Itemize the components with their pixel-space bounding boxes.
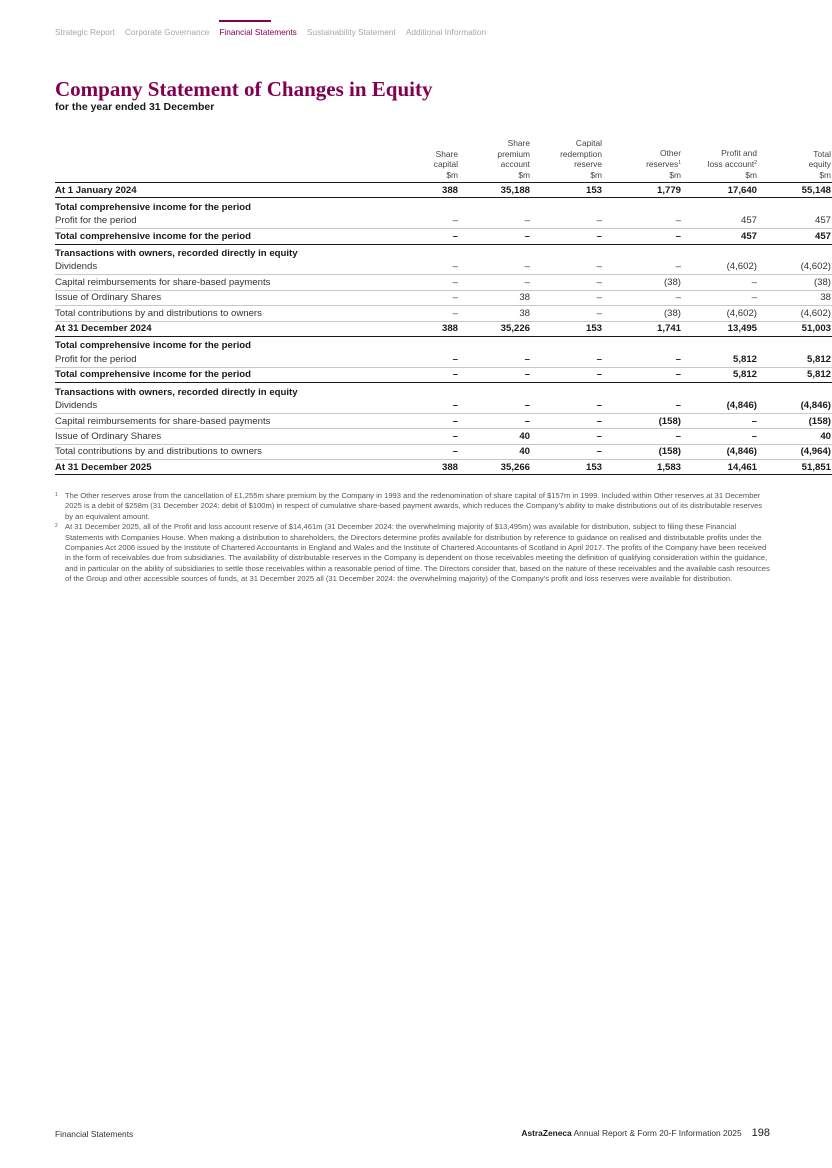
- value-cell: –: [603, 367, 682, 382]
- value-cell: 40: [758, 429, 832, 444]
- value-cell: (4,602): [682, 306, 758, 321]
- value-cell: –: [603, 259, 682, 274]
- value-cell: –: [459, 213, 531, 228]
- value-cell: 5,812: [758, 352, 832, 367]
- value-cell: –: [397, 229, 459, 244]
- table-row: [55, 429, 832, 444]
- value-cell: –: [682, 275, 758, 290]
- value-cell: [531, 244, 603, 259]
- value-cell: [531, 198, 603, 213]
- value-cell: [682, 383, 758, 398]
- header-other-reserves: Other reserves$^1$ $m: [603, 138, 682, 183]
- value-cell: [459, 198, 531, 213]
- value-cell: 388: [397, 183, 459, 198]
- value-cell: 457: [758, 213, 832, 228]
- value-cell: –: [531, 275, 603, 290]
- value-cell: –: [459, 413, 531, 428]
- row-label: Total comprehensive income for the period: [55, 367, 397, 382]
- value-cell: 55,148: [758, 183, 832, 198]
- header-profit-loss: Profit and loss account$^2$ $m: [682, 138, 758, 183]
- value-cell: (38): [758, 275, 832, 290]
- equity-table-wrapper: [55, 138, 831, 475]
- value-cell: [603, 336, 682, 351]
- top-navigation: [55, 20, 486, 40]
- value-cell: –: [531, 444, 603, 459]
- value-cell: [397, 336, 459, 351]
- value-cell: [531, 336, 603, 351]
- table-row: [55, 383, 832, 398]
- value-cell: 51,851: [758, 460, 832, 475]
- row-label: Issue of Ordinary Shares: [55, 429, 397, 444]
- value-cell: 35,188: [459, 183, 531, 198]
- value-cell: [397, 244, 459, 259]
- value-cell: 38: [459, 290, 531, 305]
- value-cell: –: [603, 229, 682, 244]
- footnote-mark: 2: [55, 523, 58, 530]
- row-label: Profit for the period: [55, 213, 397, 228]
- value-cell: [397, 383, 459, 398]
- value-cell: [397, 198, 459, 213]
- header-share-premium: Share premium account $m: [459, 138, 531, 183]
- table-row: [55, 367, 832, 382]
- value-cell: –: [531, 413, 603, 428]
- value-cell: –: [531, 229, 603, 244]
- nav-corporate-governance[interactable]: Corporate Governance: [124, 27, 210, 37]
- value-cell: [603, 383, 682, 398]
- value-cell: (4,846): [758, 398, 832, 413]
- value-cell: [603, 244, 682, 259]
- footer-document-info: [521, 1127, 770, 1139]
- value-cell: 38: [459, 306, 531, 321]
- footer-doc-title: Annual Report & Form 20-F Information 2025: [573, 1128, 742, 1138]
- nav-additional-information[interactable]: Additional Information: [405, 27, 487, 37]
- footnote-text: At 31 December 2025, all of the Profit and loss account reserve of $14,461m (31 December 2024: the overwhelming majority of $13,495m) was available for distribution, subject to filing these Financial Statements with Companies House. When making a distribution to shareholders, the Directors determine profits available for distribution by reference to guidance on realised and distributable profits under the Companies Act 2006 issued by the Institute of Chartered Accountants in England and Wales and the Institute of Chartered Accountants of Scotland in April 2017. The profits of the Company have been received in the form of receivables due from subsidiaries. The availability of distributable reserves in the Company is dependent on those receivables meeting the definition of qualifying consideration within the guidance, and in particular on the ability of subsidiaries to settle those receivables within a reasonable period of time. The Directors consider that, based on the nature of these receivables and the available cash resources of the Group and other accessible sources of funds, at 31 December 2025 all (31 December 2024: the overwhelming majority) of the Company’s profit and loss reserves were available for distribution.: [65, 522, 770, 584]
- footnote-ref-1: 1: [678, 160, 681, 166]
- row-label: Capital reimbursements for share-based payments: [55, 275, 397, 290]
- table-row: [55, 444, 832, 459]
- value-cell: –: [397, 352, 459, 367]
- table-row: [55, 413, 832, 428]
- table-row: [55, 321, 832, 336]
- table-row: [55, 244, 832, 259]
- value-cell: –: [459, 398, 531, 413]
- value-cell: –: [531, 290, 603, 305]
- footer-section-label: Financial Statements: [55, 1129, 134, 1139]
- value-cell: –: [531, 352, 603, 367]
- value-cell: [758, 383, 832, 398]
- nav-financial-statements[interactable]: Financial Statements: [219, 20, 296, 40]
- value-cell: –: [397, 444, 459, 459]
- value-cell: (4,602): [758, 259, 832, 274]
- table-row: [55, 336, 832, 351]
- value-cell: 1,741: [603, 321, 682, 336]
- value-cell: –: [531, 306, 603, 321]
- value-cell: –: [397, 306, 459, 321]
- value-cell: (4,964): [758, 444, 832, 459]
- footnote-mark: 1: [55, 492, 58, 498]
- value-cell: –: [603, 290, 682, 305]
- value-cell: 40: [459, 429, 531, 444]
- footnote-2: [55, 522, 770, 584]
- value-cell: [531, 383, 603, 398]
- value-cell: 153: [531, 321, 603, 336]
- value-cell: –: [603, 213, 682, 228]
- value-cell: –: [459, 259, 531, 274]
- row-label: Total contributions by and distributions to owners: [55, 444, 397, 459]
- value-cell: –: [397, 290, 459, 305]
- row-label: Issue of Ordinary Shares: [55, 290, 397, 305]
- value-cell: 38: [758, 290, 832, 305]
- table-row: [55, 259, 832, 274]
- row-label: At 31 December 2024: [55, 321, 397, 336]
- value-cell: (38): [603, 306, 682, 321]
- value-cell: 1,779: [603, 183, 682, 198]
- value-cell: 35,226: [459, 321, 531, 336]
- value-cell: [682, 198, 758, 213]
- value-cell: 457: [682, 213, 758, 228]
- row-label: Transactions with owners, recorded directly in equity: [55, 248, 298, 259]
- table-row: [55, 290, 832, 305]
- table-row: [55, 352, 832, 367]
- footnote-ref-2: 2: [754, 160, 757, 166]
- value-cell: –: [603, 398, 682, 413]
- value-cell: –: [603, 429, 682, 444]
- value-cell: 51,003: [758, 321, 832, 336]
- value-cell: 457: [682, 229, 758, 244]
- row-label: Total comprehensive income for the period: [55, 340, 251, 352]
- table-row: [55, 306, 832, 321]
- value-cell: (4,602): [682, 259, 758, 274]
- table-header-row: [55, 138, 832, 183]
- value-cell: 14,461: [682, 460, 758, 475]
- value-cell: –: [531, 367, 603, 382]
- table-row: [55, 460, 832, 475]
- table-row: [55, 398, 832, 413]
- table-row: [55, 229, 832, 244]
- value-cell: (158): [603, 444, 682, 459]
- value-cell: [682, 244, 758, 259]
- row-label: Total comprehensive income for the period: [55, 229, 397, 244]
- value-cell: (38): [603, 275, 682, 290]
- value-cell: –: [397, 275, 459, 290]
- value-cell: –: [531, 429, 603, 444]
- row-label: Transactions with owners, recorded directly in equity: [55, 386, 298, 398]
- header-share-capital: Share capital $m: [397, 138, 459, 183]
- value-cell: [682, 336, 758, 351]
- value-cell: (158): [758, 413, 832, 428]
- table-row: [55, 198, 832, 213]
- value-cell: –: [682, 290, 758, 305]
- value-cell: 457: [758, 229, 832, 244]
- equity-table: [55, 138, 832, 475]
- value-cell: 40: [459, 444, 531, 459]
- value-cell: –: [531, 398, 603, 413]
- value-cell: 153: [531, 460, 603, 475]
- value-cell: –: [459, 352, 531, 367]
- header-capital-redemption: Capital redemption reserve $m: [531, 138, 603, 183]
- page-subtitle: for the year ended 31 December: [55, 101, 215, 113]
- footer-brand: AstraZeneca: [521, 1128, 572, 1138]
- value-cell: [459, 244, 531, 259]
- value-cell: –: [531, 213, 603, 228]
- value-cell: 388: [397, 460, 459, 475]
- value-cell: –: [459, 275, 531, 290]
- nav-sustainability-statement[interactable]: Sustainability Statement: [306, 27, 396, 37]
- value-cell: –: [682, 429, 758, 444]
- value-cell: [758, 198, 832, 213]
- page-title: Company Statement of Changes in Equity: [55, 77, 433, 101]
- footnote-1: [55, 491, 770, 522]
- table-row: [55, 183, 832, 198]
- value-cell: –: [397, 259, 459, 274]
- value-cell: 17,640: [682, 183, 758, 198]
- value-cell: –: [397, 367, 459, 382]
- row-label: At 31 December 2025: [55, 460, 397, 475]
- value-cell: 1,583: [603, 460, 682, 475]
- value-cell: 5,812: [682, 352, 758, 367]
- page-number: 198: [751, 1127, 770, 1139]
- row-label: At 1 January 2024: [55, 183, 397, 198]
- value-cell: –: [397, 213, 459, 228]
- value-cell: [758, 336, 832, 351]
- value-cell: 5,812: [682, 367, 758, 382]
- value-cell: 13,495: [682, 321, 758, 336]
- value-cell: –: [459, 367, 531, 382]
- row-label: Total comprehensive income for the period: [55, 201, 251, 213]
- row-label: Dividends: [55, 259, 397, 274]
- table-body: [55, 183, 832, 475]
- value-cell: –: [397, 398, 459, 413]
- nav-strategic-report[interactable]: Strategic Report: [55, 27, 115, 37]
- value-cell: 35,266: [459, 460, 531, 475]
- value-cell: 153: [531, 183, 603, 198]
- value-cell: (4,846): [682, 444, 758, 459]
- footnote-text: The Other reserves arose from the cancellation of £1,255m share premium by the Company in 1993 and the redenomination of share capital of $157m in 1999. Included within Other reserves at 31 December 2025 is a debit of $258m (31 December 2024: debit of $100m) in respect of cumulative share-based payment awards, which reduces the Company’s ability to make distributions out of its distributable reserves by an equivalent amount.: [65, 491, 763, 521]
- value-cell: –: [397, 413, 459, 428]
- row-label: Dividends: [55, 398, 397, 413]
- value-cell: (4,602): [758, 306, 832, 321]
- value-cell: –: [603, 352, 682, 367]
- row-label: Capital reimbursements for share-based payments: [55, 413, 397, 428]
- header-total-equity: Total equity $m: [758, 138, 832, 183]
- value-cell: (158): [603, 413, 682, 428]
- value-cell: [758, 244, 832, 259]
- value-cell: 388: [397, 321, 459, 336]
- row-label: Profit for the period: [55, 352, 397, 367]
- value-cell: –: [397, 429, 459, 444]
- header-label-cell: [55, 138, 397, 183]
- value-cell: –: [682, 413, 758, 428]
- value-cell: [459, 336, 531, 351]
- value-cell: –: [531, 259, 603, 274]
- table-row: [55, 213, 832, 228]
- table-row: [55, 275, 832, 290]
- footnotes: [55, 491, 770, 585]
- value-cell: [459, 383, 531, 398]
- value-cell: 5,812: [758, 367, 832, 382]
- row-label: Total contributions by and distributions to owners: [55, 306, 397, 321]
- value-cell: [603, 198, 682, 213]
- value-cell: –: [459, 229, 531, 244]
- value-cell: (4,846): [682, 398, 758, 413]
